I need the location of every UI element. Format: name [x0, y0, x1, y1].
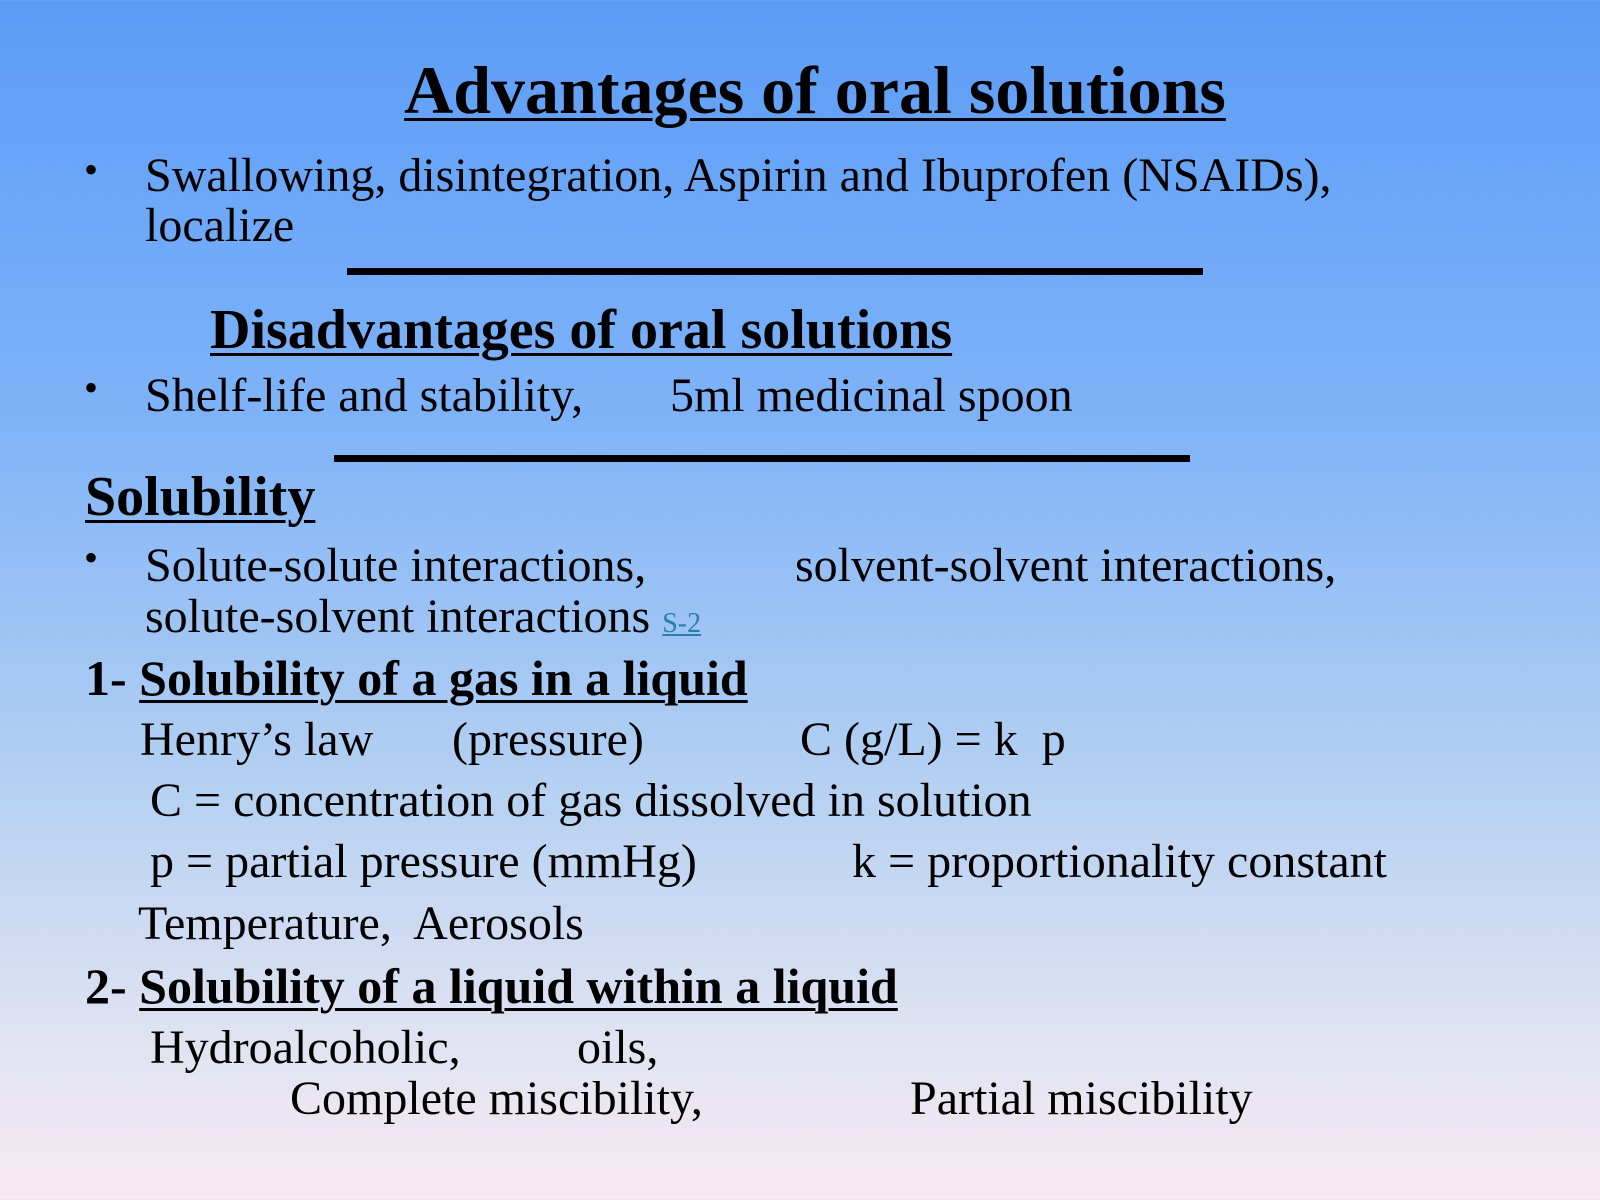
- advantages-bullet: •: [84, 147, 99, 192]
- solute-solvent-text: [145, 591, 701, 650]
- disadvantages-title: Disadvantages of oral solutions: [210, 299, 953, 361]
- pressure-label: (pressure): [452, 713, 644, 766]
- gas-in-liquid-heading: Solubility of a gas in a liquid: [139, 650, 748, 706]
- disadvantages-item-spoon: 5ml medicinal spoon: [670, 369, 1073, 422]
- section-divider-2: [334, 455, 1190, 462]
- hydroalcoholic-text: Hydroalcoholic,: [150, 1021, 461, 1074]
- disadvantages-bullet: •: [84, 365, 99, 410]
- advantages-line-2: localize: [145, 199, 295, 252]
- advantages-line-1: Swallowing, disintegration, Aspirin and Ibuprofen (NSAIDs),: [145, 149, 1332, 202]
- solubility-bullet: •: [84, 535, 99, 580]
- partial-miscibility-text: Partial miscibility: [910, 1072, 1253, 1125]
- solubility-heading: Solubility: [85, 466, 316, 528]
- henrys-law-label: Henry’s law: [140, 713, 374, 766]
- complete-miscibility-text: Complete miscibility,: [290, 1072, 703, 1125]
- definition-k: k = proportionality constant: [852, 835, 1387, 888]
- oils-text: oils,: [577, 1021, 659, 1074]
- solute-solute-text: Solute-solute interactions,: [145, 539, 647, 592]
- disadvantages-item-shelf-life: Shelf-life and stability,: [145, 369, 584, 422]
- section-divider-1: [347, 268, 1203, 275]
- gas-in-liquid-heading-row: [85, 650, 748, 706]
- slide-link-s2[interactable]: S-2: [662, 608, 702, 639]
- henrys-law-formula: C (g/L) = k p: [800, 713, 1066, 766]
- temperature-aerosols: Temperature, Aerosols: [138, 897, 584, 950]
- definition-c: C = concentration of gas dissolved in solution: [150, 774, 1032, 827]
- gas-in-liquid-number: 1-: [85, 650, 127, 706]
- definition-p: p = partial pressure (mmHg): [150, 835, 697, 888]
- solvent-solvent-text: solvent-solvent interactions,: [795, 539, 1337, 592]
- liquid-in-liquid-heading: Solubility of a liquid within a liquid: [139, 958, 898, 1014]
- advantages-title: Advantages of oral solutions: [404, 52, 1226, 128]
- liquid-in-liquid-heading-row: [85, 958, 898, 1014]
- solute-solvent-label: solute-solvent interactions: [145, 590, 651, 643]
- liquid-in-liquid-number: 2-: [85, 958, 127, 1014]
